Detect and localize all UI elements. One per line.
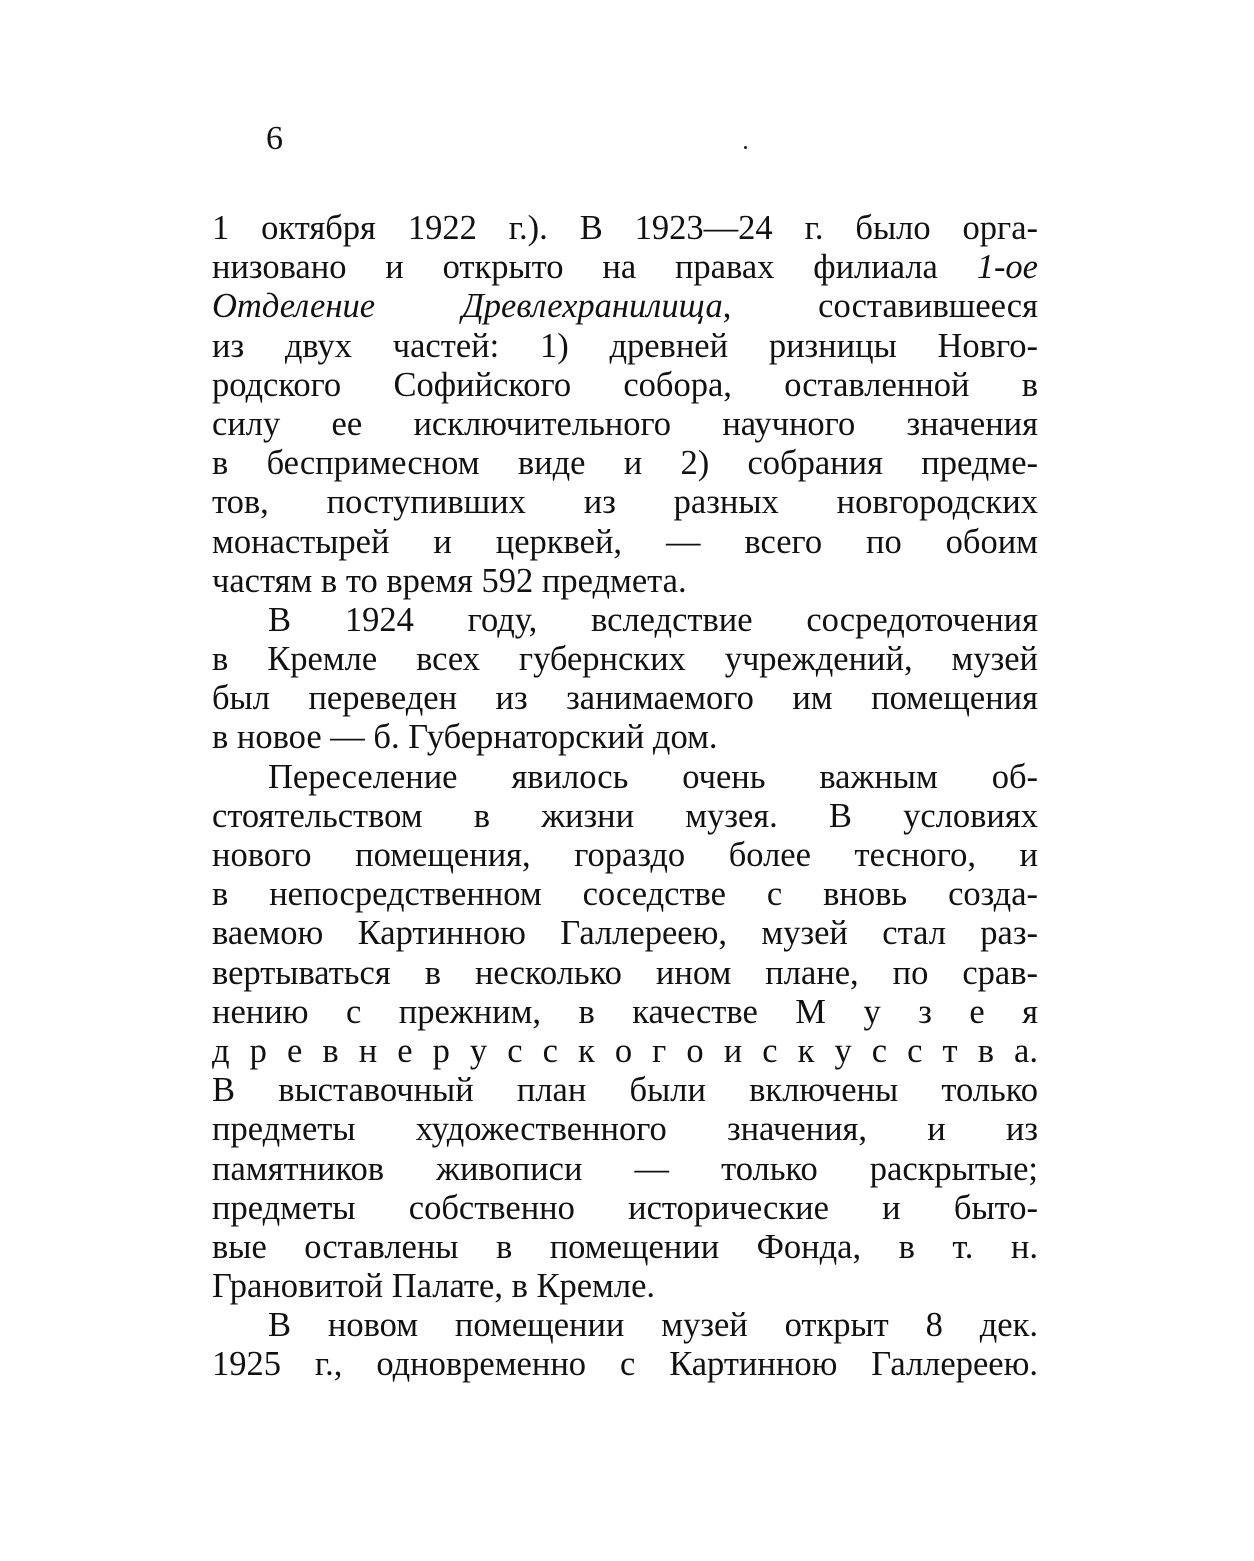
- text-line: [212, 248, 1038, 287]
- text-line: родского Софийского собора, оставленной в: [212, 365, 1038, 404]
- italic-term: 1-ое: [976, 248, 1038, 287]
- text-line: памятников живописи — только раскрытые;: [212, 1149, 1038, 1188]
- text-line: частям в то время 592 предмета.: [212, 561, 687, 600]
- text-line: вые оставлены в помещении Фонда, в т. н.: [212, 1227, 1038, 1266]
- text-line: [212, 287, 1038, 326]
- text-line: д р е в н е р у с с к о г о и с к у с с т в а.: [212, 1031, 1038, 1070]
- text-line: нению с прежним, в качестве М у з е я: [212, 992, 1038, 1031]
- text-line: ваемою Картинною Галлереею, музей стал раз-: [212, 914, 1038, 953]
- text-line: в непосредственном соседстве с вновь созда-: [212, 875, 1038, 914]
- text-line: 1 октября 1922 г.). В 1923—24 г. было орга-: [212, 209, 1038, 247]
- text-line: В 1924 году, вследствие сосредоточения: [268, 600, 1038, 639]
- text-line: в новое — б. Губернаторский дом.: [212, 718, 718, 757]
- text-line: из двух частей: 1) древней ризницы Новго-: [212, 326, 1038, 365]
- text-line: предметы художественного значения, и из: [212, 1110, 1038, 1149]
- text-line: предметы собственно исторические и быто-: [212, 1188, 1038, 1227]
- italic-term: Отделение Древлехранилища: [212, 287, 723, 326]
- text-line: в беспримесном виде и 2) собрания предме-: [212, 444, 1038, 483]
- text-segment: низовано и открыто на правах филиала: [212, 248, 977, 287]
- body-text: [212, 209, 1038, 1385]
- text-line: Переселение явилось очень важным об-: [268, 757, 1038, 796]
- page-number: 6: [266, 120, 283, 157]
- text-line: нового помещения, гораздо более тесного, и: [212, 836, 1038, 874]
- stray-dot: [744, 146, 747, 149]
- text-line: был переведен из занимаемого им помещения: [212, 679, 1038, 718]
- text-line: 1925 г., одновременно с Картинною Галлереею.: [212, 1345, 1038, 1384]
- text-line: вертываться в несколько ином плане, по срав-: [212, 953, 1038, 992]
- text-line: В новом помещении музей открыт 8 дек.: [268, 1306, 1038, 1345]
- text-line: Грановитой Палате, в Кремле.: [212, 1267, 656, 1306]
- text-line: силу ее исключительного научного значения: [212, 404, 1038, 443]
- text-line: стоятельством в жизни музея. В условиях: [212, 796, 1038, 835]
- text-line: в Кремле всех губернских учреждений, музей: [212, 640, 1038, 679]
- text-line: В выставочный план были включены только: [212, 1071, 1038, 1110]
- text-line: монастырей и церквей, — всего по обоим: [212, 522, 1038, 561]
- text-line: тов, поступивших из разных новгородских: [212, 483, 1038, 522]
- text-segment: , составившееся: [722, 287, 1038, 326]
